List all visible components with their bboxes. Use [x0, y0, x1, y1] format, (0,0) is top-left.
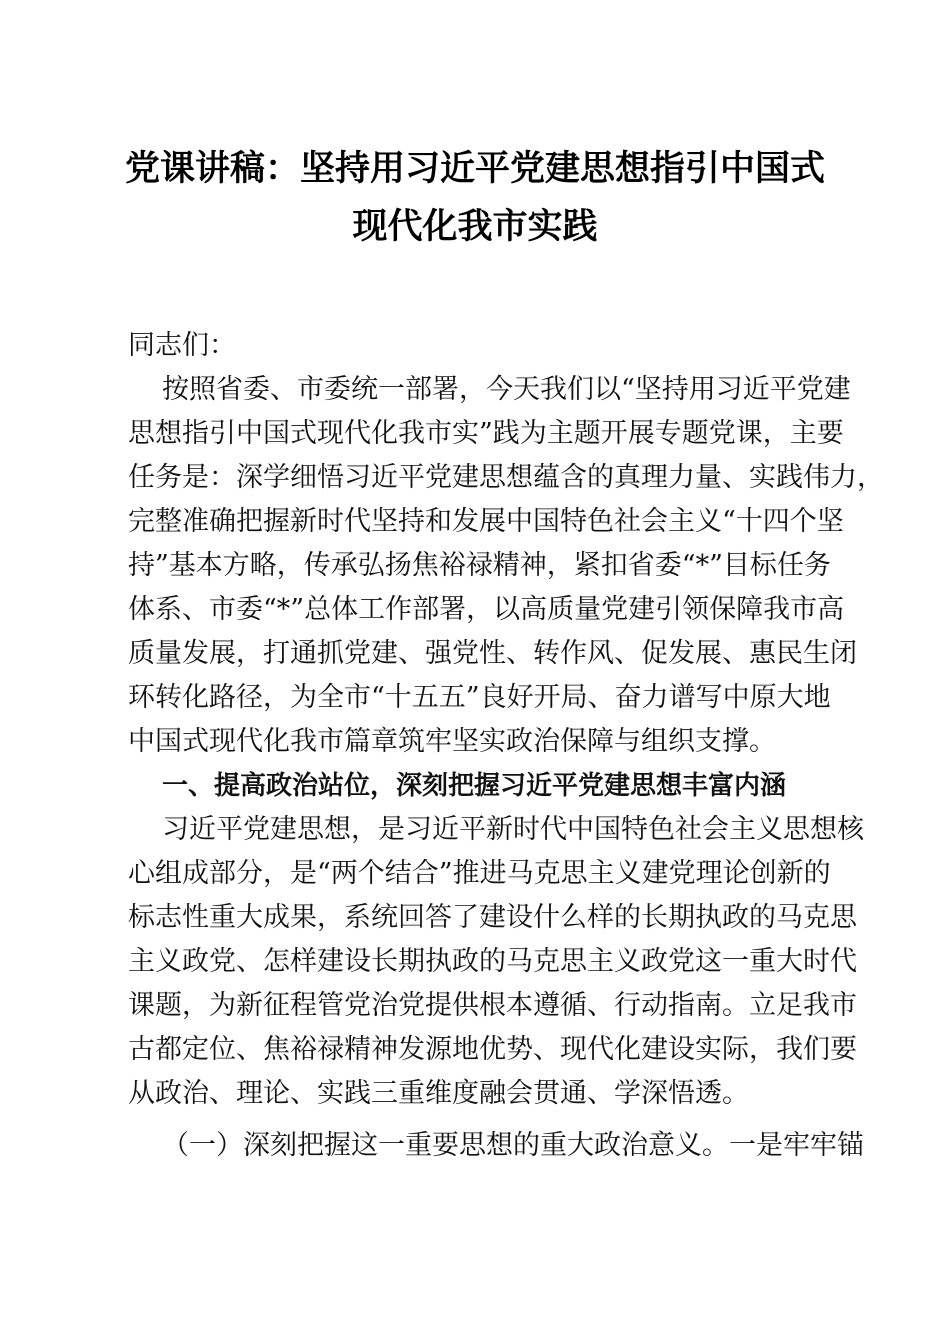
section1-line: 主义政党、怎样建设长期执政的马克思主义政党这一重大时代 — [128, 946, 857, 977]
section1-line: 古都定位、焦裕禄精神发源地优势、现代化建设实际，我们要 — [128, 1034, 857, 1065]
title-line-1: 党课讲稿：坚持用习近平党建思想指引中国式 — [124, 149, 825, 189]
section1-line: 心组成部分，是“两个结合”推进马克思主义建党理论创新的 — [128, 858, 831, 889]
document-title — [100, 140, 850, 256]
section1-line: 习近平党建思想，是习近平新时代中国特色社会主义思想核 — [162, 814, 864, 845]
section-heading: 一、提高政治站位，深刻把握习近平党建思想丰富内涵 — [162, 771, 787, 801]
subsection-line: （一）深刻把握这一重要思想的重大政治意义。一是牢牢锚 — [162, 1130, 864, 1161]
intro-line: 完整准确把握新时代坚持和发展中国特色社会主义“十四个坚 — [128, 506, 844, 537]
section1-line: 课题，为新征程管党治党提供根本遵循、行动指南。立足我市 — [128, 990, 857, 1021]
salutation: 同志们： — [128, 330, 236, 361]
intro-line: 思想指引中国式现代化我市实”践为主题开展专题党课，主要 — [128, 418, 844, 449]
section1-line: 从政治、理论、实践三重维度融会贯通、学深悟透。 — [128, 1078, 749, 1109]
intro-line: 按照省委、市委统一部署，今天我们以“坚持用习近平党建 — [162, 374, 851, 405]
intro-line: 任务是：深学细悟习近平党建思想蕴含的真理力量、实践伟力， — [128, 462, 884, 493]
intro-line: 中国式现代化我市篇章筑牢坚实政治保障与组织支撑。 — [128, 726, 776, 757]
intro-line: 持”基本方略，传承弘扬焦裕禄精神，紧扣省委“*”目标任务 — [128, 550, 831, 581]
title-line-2: 现代化我市实践 — [352, 207, 598, 247]
intro-line: 环转化路径，为全市“十五五”良好开局、奋力谱写中原大地 — [128, 682, 831, 713]
section1-line: 标志性重大成果，系统回答了建设什么样的长期执政的马克思 — [128, 902, 857, 933]
intro-line: 质量发展，打通抓党建、强党性、转作风、促发展、惠民生闭 — [128, 638, 857, 669]
intro-line: 体系、市委“*”总体工作部署，以高质量党建引领保障我市高 — [128, 594, 845, 625]
